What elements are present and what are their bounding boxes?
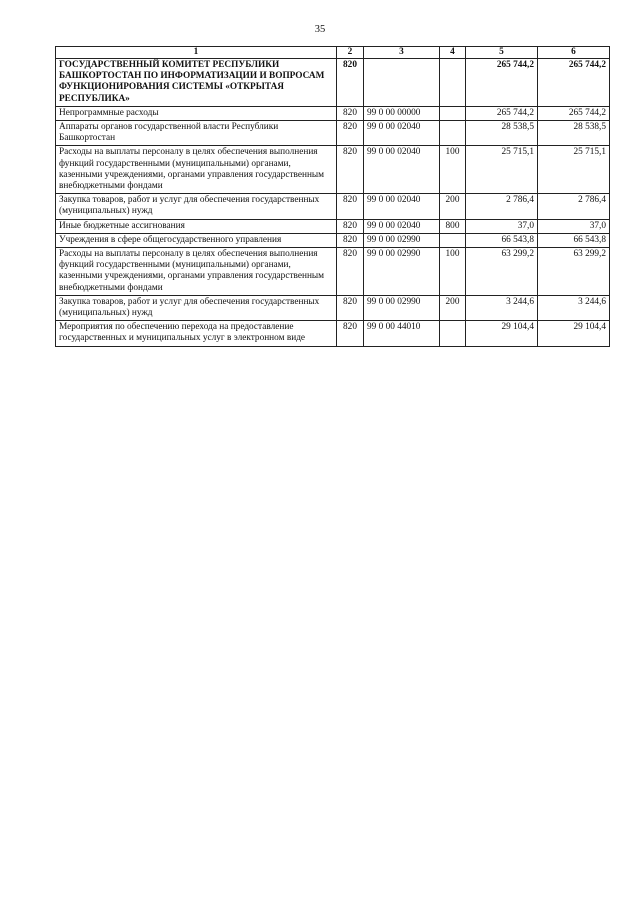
row-grbs: 820 <box>337 121 364 146</box>
row-sum-1: 3 244,6 <box>466 295 538 320</box>
table-row <box>56 295 610 320</box>
table-row <box>56 121 610 146</box>
table-row <box>56 321 610 346</box>
row-name: Закупка товаров, работ и услуг для обеспечения государственных (муниципальных) нужд <box>56 295 337 320</box>
row-grbs: 820 <box>337 219 364 233</box>
row-name: Мероприятия по обеспечению перехода на предоставление государственных и муниципальных услуг в электронном виде <box>56 321 337 346</box>
row-csr: 99 0 00 02990 <box>364 233 440 247</box>
row-sum-2: 265 744,2 <box>538 59 610 107</box>
row-sum-2: 265 744,2 <box>538 106 610 120</box>
row-grbs: 820 <box>337 248 364 296</box>
row-csr: 99 0 00 02040 <box>364 219 440 233</box>
table-row <box>56 59 610 107</box>
row-csr: 99 0 00 00000 <box>364 106 440 120</box>
table-row <box>56 146 610 194</box>
row-sum-1: 265 744,2 <box>466 106 538 120</box>
header-col-5: 5 <box>466 47 538 59</box>
row-sum-1: 66 543,8 <box>466 233 538 247</box>
row-grbs: 820 <box>337 146 364 194</box>
row-csr <box>364 59 440 107</box>
table-row <box>56 106 610 120</box>
row-sum-1: 37,0 <box>466 219 538 233</box>
row-sum-1: 2 786,4 <box>466 194 538 219</box>
header-col-3: 3 <box>364 47 440 59</box>
table-row <box>56 194 610 219</box>
row-grbs: 820 <box>337 233 364 247</box>
row-vr: 800 <box>440 219 466 233</box>
row-vr <box>440 233 466 247</box>
row-vr: 100 <box>440 146 466 194</box>
row-sum-2: 3 244,6 <box>538 295 610 320</box>
header-row <box>56 47 610 59</box>
row-grbs: 820 <box>337 321 364 346</box>
row-name: Учреждения в сфере общегосударственного управления <box>56 233 337 247</box>
row-sum-2: 29 104,4 <box>538 321 610 346</box>
page-number: 35 <box>314 24 326 35</box>
row-name: Непрограммные расходы <box>56 106 337 120</box>
table-row <box>56 233 610 247</box>
row-sum-1: 63 299,2 <box>466 248 538 296</box>
row-sum-2: 28 538,5 <box>538 121 610 146</box>
row-sum-1: 28 538,5 <box>466 121 538 146</box>
header-col-4: 4 <box>440 47 466 59</box>
row-vr: 100 <box>440 248 466 296</box>
row-csr: 99 0 00 02040 <box>364 146 440 194</box>
row-grbs: 820 <box>337 295 364 320</box>
row-vr <box>440 321 466 346</box>
row-csr: 99 0 00 02990 <box>364 248 440 296</box>
table-row <box>56 219 610 233</box>
row-csr: 99 0 00 02040 <box>364 194 440 219</box>
row-sum-1: 29 104,4 <box>466 321 538 346</box>
header-col-6: 6 <box>538 47 610 59</box>
row-vr <box>440 59 466 107</box>
row-sum-2: 37,0 <box>538 219 610 233</box>
row-name: Аппараты органов государственной власти Республики Башкортостан <box>56 121 337 146</box>
table-row <box>56 248 610 296</box>
row-name: ГОСУДАРСТВЕННЫЙ КОМИТЕТ РЕСПУБЛИКИ БАШКОРТОСТАН ПО ИНФОРМАТИЗАЦИИ И ВОПРОСАМ ФУНКЦИОНИРОВАНИЯ СИСТЕМЫ «ОТКРЫТАЯ РЕСПУБЛИКА» <box>56 59 337 107</box>
header-col-2: 2 <box>337 47 364 59</box>
row-name: Закупка товаров, работ и услуг для обеспечения государственных (муниципальных) нужд <box>56 194 337 219</box>
row-csr: 99 0 00 02990 <box>364 295 440 320</box>
row-sum-1: 265 744,2 <box>466 59 538 107</box>
row-grbs: 820 <box>337 194 364 219</box>
row-csr: 99 0 00 02040 <box>364 121 440 146</box>
header-col-1: 1 <box>56 47 337 59</box>
row-sum-2: 2 786,4 <box>538 194 610 219</box>
row-sum-1: 25 715,1 <box>466 146 538 194</box>
row-sum-2: 63 299,2 <box>538 248 610 296</box>
row-name: Расходы на выплаты персоналу в целях обеспечения выполнения функций государственными (муниципальными) органами, казенными учреждениями, органами управления государственным внебюджетными фондами <box>56 248 337 296</box>
row-csr: 99 0 00 44010 <box>364 321 440 346</box>
row-vr: 200 <box>440 295 466 320</box>
row-name: Расходы на выплаты персоналу в целях обеспечения выполнения функций государственными (муниципальными) органами, казенными учреждениями, органами управления государственным внебюджетными фондами <box>56 146 337 194</box>
row-vr <box>440 121 466 146</box>
row-grbs: 820 <box>337 59 364 107</box>
row-grbs: 820 <box>337 106 364 120</box>
budget-table <box>55 46 610 347</box>
row-vr <box>440 106 466 120</box>
row-sum-2: 25 715,1 <box>538 146 610 194</box>
row-sum-2: 66 543,8 <box>538 233 610 247</box>
row-vr: 200 <box>440 194 466 219</box>
row-name: Иные бюджетные ассигнования <box>56 219 337 233</box>
